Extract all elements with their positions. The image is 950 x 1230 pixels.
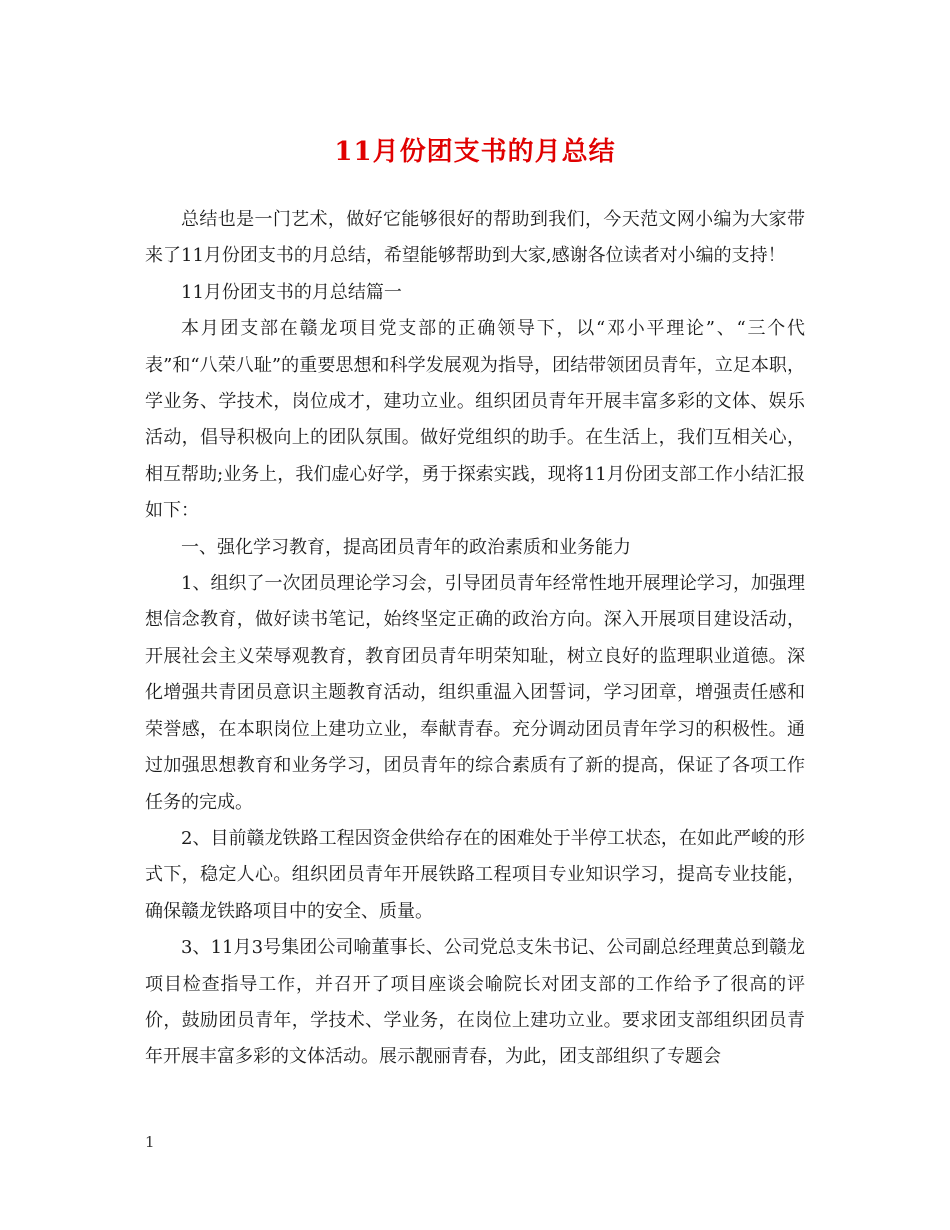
item-2-paragraph: 2、目前赣龙铁路工程因资金供给存在的困难处于半停工状态，在如此严峻的形式下，稳定人心。组织团员青年开展铁路工程项目专业知识学习，提高专业技能，确保赣龙铁路项目中的安全、质量。 xyxy=(145,827,805,922)
document-body xyxy=(145,202,805,1076)
intro-paragraph: 总结也是一门艺术，做好它能够很好的帮助到我们，今天范文网小编为大家带来了11月份团支书的月总结，希望能够帮助到大家,感谢各位读者对小编的支持！ xyxy=(145,209,805,267)
subsection-heading: 一、强化学习教育，提高团员青年的政治素质和业务能力 xyxy=(181,536,631,558)
page-number: 1 xyxy=(145,1133,155,1151)
item-1-paragraph: 1、组织了一次团员理论学习会，引导团员青年经常性地开展理论学习，加强理想信念教育，做好读书笔记，始终坚定正确的政治方向。深入开展项目建设活动，开展社会主义荣辱观教育，教育团员青年明荣知耻，树立良好的监理职业道德。深化增强共青团员意识主题教育活动，组织重温入团誓词，学习团章，增强责任感和荣誉感，在本职岗位上建功立业，奉献青春。充分调动团员青年学习的积极性。通过加强思想教育和业务学习，团员青年的综合素质有了新的提高，保证了各项工作任务的完成。 xyxy=(145,573,805,813)
document-title: 11月份团支书的月总结 xyxy=(334,137,616,167)
item-3-paragraph: 3、11月3号集团公司喻董事长、公司党总支朱书记、公司副总经理黄总到赣龙项目检查指导工作，并召开了项目座谈会喻院长对团支部的工作给予了很高的评价，鼓励团员青年，学技术、学业务，在岗位上建功立业。要求团支部组织团员青年开展丰富多彩的文体活动。展示靓丽青春，为此，团支部组织了专题会 xyxy=(145,937,805,1068)
overview-paragraph: 本月团支部在赣龙项目党支部的正确领导下，以“邓小平理论”、“三个代表”和“八荣八耻”的重要思想和科学发展观为指导，团结带领团员青年，立足本职，学业务、学技术，岗位成才，建功立业。组织团员青年开展丰富多彩的文体、娱乐活动，倡导积极向上的团队氛围。做好党组织的助手。在生活上，我们互相关心，相互帮助;业务上，我们虚心好学，勇于探索实践，现将11月份团支部工作小结汇报如下： xyxy=(145,318,805,522)
section-heading: 11月份团支书的月总结篇一 xyxy=(181,281,402,303)
